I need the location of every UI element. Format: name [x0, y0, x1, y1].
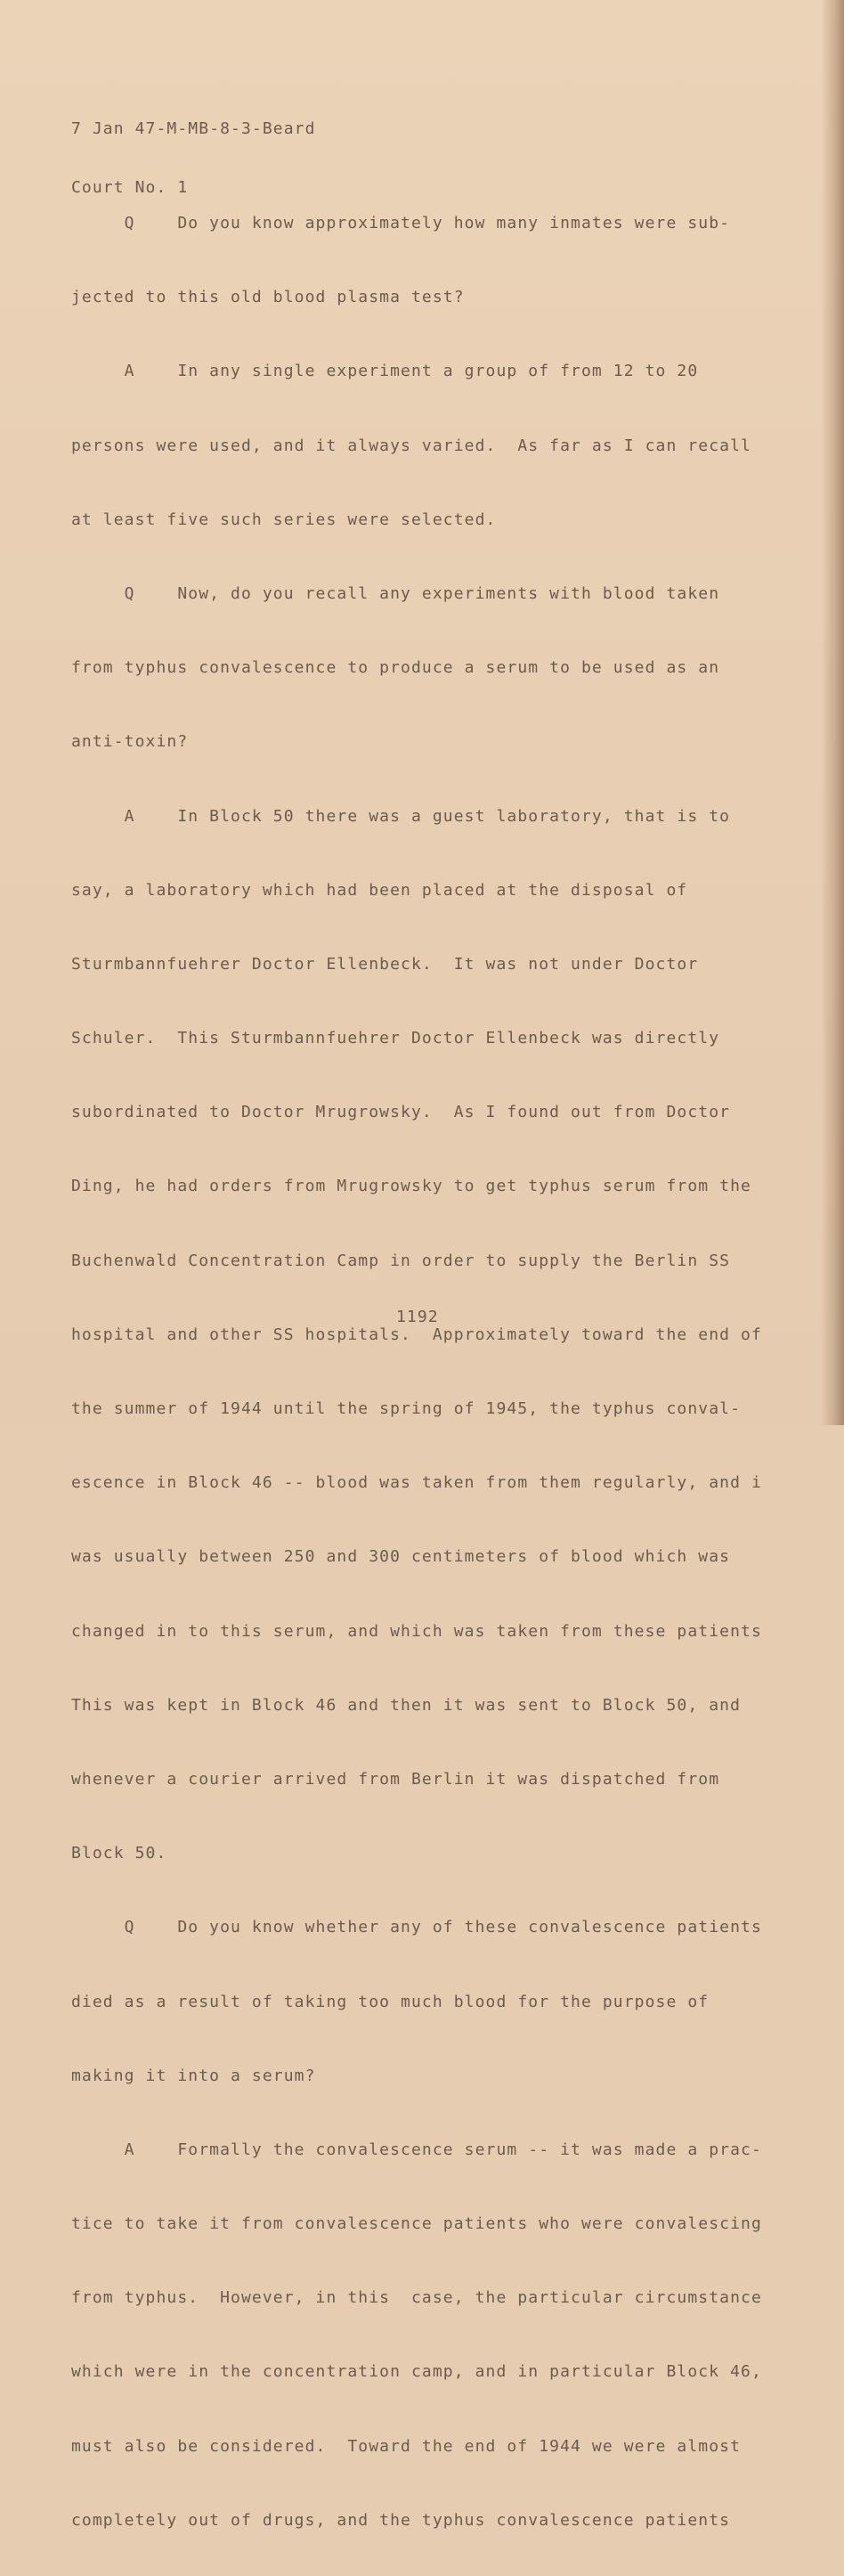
transcript-line: making it into a serum? — [71, 2066, 316, 2085]
transcript-line: Sturmbannfuehrer Doctor Ellenbeck. It was not under Doctor — [71, 954, 699, 974]
transcript-line: Q Do you know whether any of these convalescence patients — [71, 1918, 762, 1937]
transcript-line: tice to take it from convalescence patients who were convalescing — [71, 2214, 762, 2234]
transcript-line: whenever a courier arrived from Berlin it was dispatched from — [71, 1769, 720, 1789]
transcript-line: completely out of drugs, and the typhus convalescence patients — [71, 2510, 731, 2530]
header-court-line: Court No. 1 — [71, 178, 189, 197]
transcript-line: changed in to this serum, and which was taken from these patients — [71, 1621, 762, 1641]
page-edge-shadow — [821, 0, 844, 1425]
transcript-line: which were in the concentration camp, and in particular Block 46, — [71, 2362, 762, 2382]
transcript-line: Ding, he had orders from Mrugrowsky to get typhus serum from the — [71, 1177, 751, 1196]
transcript-line: Buchenwald Concentration Camp in order to supply the Berlin SS — [71, 1251, 731, 1270]
transcript-line: hospital and other SS hospitals. Approximately toward the end of — [71, 1325, 762, 1344]
transcript-line: A Formally the convalescence serum -- it was made a prac- — [71, 2140, 762, 2159]
transcript-line: persons were used, and it always varied. As far as I can recall — [71, 436, 751, 455]
transcript-line: the summer of 1944 until the spring of 1945, the typhus conval- — [71, 1399, 742, 1418]
transcript-line: at least five such series were selected. — [71, 509, 497, 529]
transcript-line: from typhus convalescence to produce a serum to be used as an — [71, 658, 720, 678]
transcript-line: escence in Block 46 -- blood was taken from them regularly, and i — [71, 1473, 762, 1493]
transcript-line: jected to this old blood plasma test? — [71, 288, 465, 307]
transcript-line: Q Now, do you recall any experiments with blood taken — [71, 583, 720, 603]
transcript-line: Q Do you know approximately how many inmates were sub- — [71, 214, 731, 232]
transcript-line: anti-toxin? — [71, 732, 189, 752]
transcript-line: say, a laboratory which had been placed at the disposal of — [71, 880, 688, 900]
transcript-line: A In Block 50 there was a guest laboratory, that is to — [71, 806, 731, 826]
page-number: 1192 — [396, 1308, 439, 1326]
transcript-line: Block 50. — [71, 1844, 167, 1863]
transcript-body — [71, 167, 762, 2576]
transcript-line: must also be considered. Toward the end of 1944 we were almost — [71, 2436, 742, 2456]
transcript-line: from typhus. However, in this case, the particular circumstance — [71, 2288, 762, 2308]
transcript-line: A In any single experiment a group of from 12 to 20 — [71, 362, 699, 381]
header-case-line: 7 Jan 47-M-MB-8-3-Beard — [71, 119, 316, 138]
transcript-line: subordinated to Doctor Mrugrowsky. As I found out from Doctor — [71, 1103, 731, 1122]
transcript-line: Schuler. This Sturmbannfuehrer Doctor Ellenbeck was directly — [71, 1029, 720, 1048]
transcript-line: died as a result of taking too much blood for the purpose of — [71, 1992, 710, 2011]
transcript-line: This was kept in Block 46 and then it was sent to Block 50, and — [71, 1695, 742, 1715]
transcript-line: was usually between 250 and 300 centimeters of blood which was — [71, 1547, 731, 1567]
